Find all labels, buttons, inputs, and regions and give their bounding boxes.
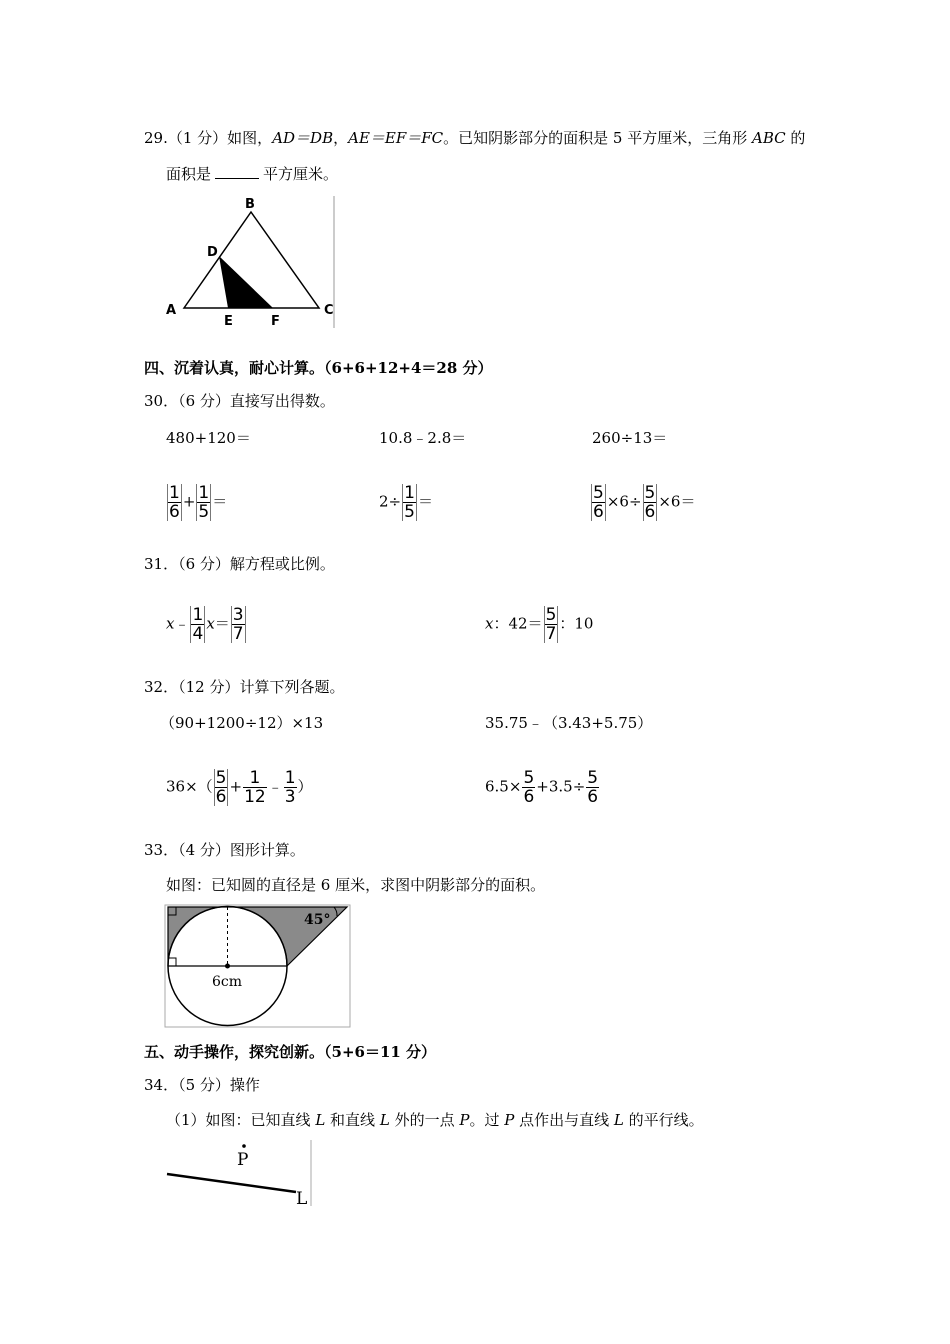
center-dot — [225, 964, 230, 969]
fraction: $\frac{5}{6}$ — [587, 768, 599, 807]
label-b: B — [245, 197, 255, 212]
q32-header: 32．（12 分）计算下列各题。 — [144, 678, 345, 696]
q30-item-3: 260÷13＝ — [592, 429, 668, 447]
q32-item-3: 36×（ $\frac{5}{6}$ + $\frac{1}{12}$ ﹣ $\frac{1}{3}$ ） — [166, 768, 313, 807]
q30-header: 30．（6 分）直接写出得数。 — [144, 392, 335, 410]
q33-header: 33．（4 分）图形计算。 — [144, 841, 305, 859]
line-l-label: L — [296, 1189, 308, 1209]
fraction: $\frac{5}{6}$ — [215, 768, 227, 807]
fraction: $\frac{1}{4}$ — [192, 605, 204, 644]
label-c: C — [324, 303, 334, 318]
q31-equation: x﹣ $\frac{1}{4}$ x＝ $\frac{3}{7}$ — [166, 605, 244, 644]
label-e: E — [224, 314, 233, 328]
q30-item-5: 2÷ $\frac{1}{5}$ ＝ — [379, 483, 433, 522]
q32-item-2: 35.75﹣（3.43+5.75） — [485, 714, 653, 732]
label-a: A — [166, 303, 177, 318]
q30-item-6: $\frac{5}{6}$ ×6÷ $\frac{5}{6}$ ×6＝ — [593, 483, 696, 522]
fraction: $\frac{1}{3}$ — [284, 768, 296, 807]
fraction: $\frac{1}{6}$ — [169, 483, 180, 522]
fraction: $\frac{3}{7}$ — [232, 605, 244, 644]
fraction: $\frac{5}{6}$ — [644, 483, 656, 522]
circle-figure — [164, 904, 352, 1029]
q34-header: 34．（5 分）操作 — [144, 1076, 260, 1094]
fraction: $\frac{5}{6}$ — [593, 483, 604, 522]
line-l — [167, 1174, 296, 1192]
point-p-label: P — [237, 1150, 249, 1170]
point-p-dot — [242, 1144, 246, 1148]
fraction: $\frac{1}{12}$ — [244, 768, 266, 807]
fraction: $\frac{5}{7}$ — [545, 605, 557, 644]
fraction: $\frac{1}{5}$ — [404, 483, 415, 522]
length-label: 6cm — [212, 974, 243, 990]
label-f: F — [271, 314, 280, 328]
right-angle-mark — [168, 958, 176, 966]
q32-item-1: （90+1200÷12）×13 — [160, 714, 324, 732]
section-4-title: 四、沉着认真，耐心计算。（6+6+12+4＝28 分） — [144, 359, 493, 377]
section-5-title: 五、动手操作，探究创新。（5+6＝11 分） — [144, 1043, 437, 1061]
q30-item-2: 10.8﹣2.8＝ — [379, 429, 467, 447]
q33-description: 如图：已知圆的直径是 6 厘米，求图中阴影部分的面积。 — [166, 876, 546, 894]
triangle-figure — [164, 194, 336, 328]
label-d: D — [207, 245, 218, 260]
shaded-triangle — [219, 256, 273, 308]
line-figure — [164, 1138, 316, 1210]
q31-header: 31．（6 分）解方程或比例。 — [144, 555, 335, 573]
q29-line2: 面积是 平方厘米。 — [166, 165, 339, 183]
q30-item-1: 480+120＝ — [166, 429, 251, 447]
q32-item-4: 6.5× $\frac{5}{6}$ +3.5÷ $\frac{5}{6}$ — [485, 768, 599, 807]
answer-blank[interactable] — [215, 164, 259, 179]
q30-item-4: $\frac{1}{6}$ + $\frac{1}{5}$ ＝ — [169, 483, 228, 522]
q34-sub1: （1）如图：已知直线 L 和直线 L 外的一点 P。过 P 点作出与直线 L 的平行线。 — [166, 1111, 704, 1129]
fraction: $\frac{5}{6}$ — [523, 768, 535, 807]
angle-label: 45° — [304, 912, 331, 928]
fraction: $\frac{1}{5}$ — [198, 483, 210, 522]
q31-proportion: x：42＝ $\frac{5}{7}$ ：10 — [485, 605, 594, 644]
q29-line1: 29.（1 分）如图，AD＝DB，AE＝EF＝FC。已知阴影部分的面积是 5 平方厘米，三角形 ABC 的 — [144, 129, 806, 147]
